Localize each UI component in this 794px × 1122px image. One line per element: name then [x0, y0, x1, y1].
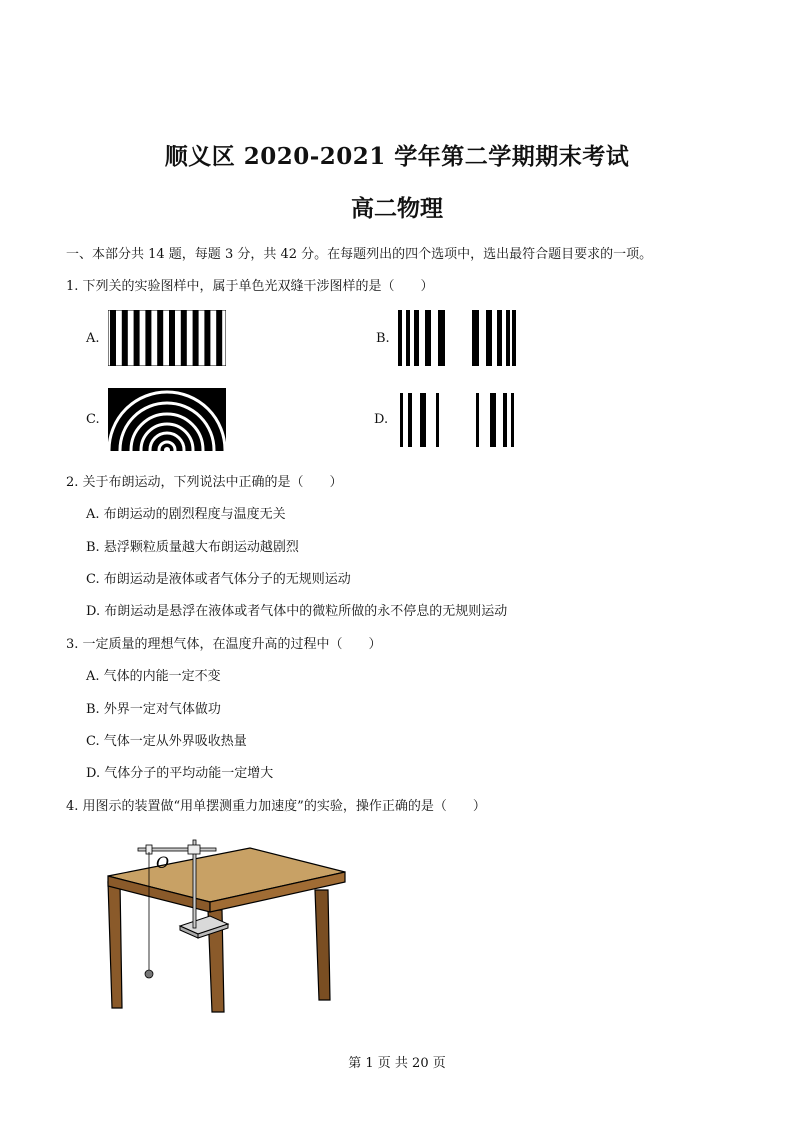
pendulum-apparatus-figure — [100, 830, 360, 1020]
page-title: 顺义区 2020-2021 学年第二学期期末考试 — [164, 143, 630, 170]
q1-option-c-label: C. — [86, 412, 100, 427]
q1-option-d-label: D. — [374, 412, 389, 427]
q3-option-d: D. 气体分子的平均动能一定增大 — [86, 766, 274, 781]
stripe — [134, 310, 140, 366]
stripe — [145, 310, 151, 366]
q1-option-b-label: B. — [376, 331, 390, 346]
pivot-label-o: O — [156, 853, 170, 872]
q1-option-a-image — [108, 310, 226, 366]
pendulum-bob — [145, 970, 153, 978]
stripe — [193, 310, 199, 366]
q1-option-a-label: A. — [86, 331, 100, 346]
q2-option-a: A. 布朗运动的剧烈程度与温度无关 — [86, 507, 286, 522]
q3-option-b: B. 外界一定对气体做功 — [86, 702, 221, 717]
q2-option-c: C. 布朗运动是液体或者气体分子的无规则运动 — [86, 572, 351, 587]
stripe — [216, 310, 222, 366]
stripe — [181, 310, 187, 366]
q1-option-d-image — [398, 393, 516, 447]
q2-option-d: D. 布朗运动是悬浮在液体或者气体中的微粒所做的永不停息的无规则运动 — [86, 604, 508, 619]
q1-option-b-image — [398, 310, 516, 366]
page-subtitle: 高二物理 — [351, 195, 443, 222]
question-2-stem: 2. 关于布朗运动，下列说法中正确的是（ ） — [66, 475, 343, 490]
stripe — [157, 310, 163, 366]
question-1-stem: 1. 下列关的实验图样中，属于单色光双缝干涉图样的是（ ） — [66, 279, 434, 294]
q1-option-c-image — [108, 388, 226, 451]
question-4-stem: 4. 用图示的装置做“用单摆测重力加速度”的实验，操作正确的是（ ） — [66, 799, 486, 814]
question-3-stem: 3. 一定质量的理想气体，在温度升高的过程中（ ） — [66, 637, 382, 652]
page-footer: 第 1 页 共 20 页 — [348, 1056, 446, 1071]
q3-option-a: A. 气体的内能一定不变 — [86, 669, 221, 684]
section-intro: 一、本部分共 14 题，每题 3 分，共 42 分。在每题列出的四个选项中，选出最符合题目要求的一项。 — [66, 247, 653, 262]
q2-option-b: B. 悬浮颗粒质量越大布朗运动越剧烈 — [86, 540, 299, 555]
stripe — [169, 310, 175, 366]
q3-option-c: C. 气体一定从外界吸收热量 — [86, 734, 247, 749]
stripe — [204, 310, 210, 366]
stripe — [110, 310, 116, 366]
stripe — [122, 310, 128, 366]
